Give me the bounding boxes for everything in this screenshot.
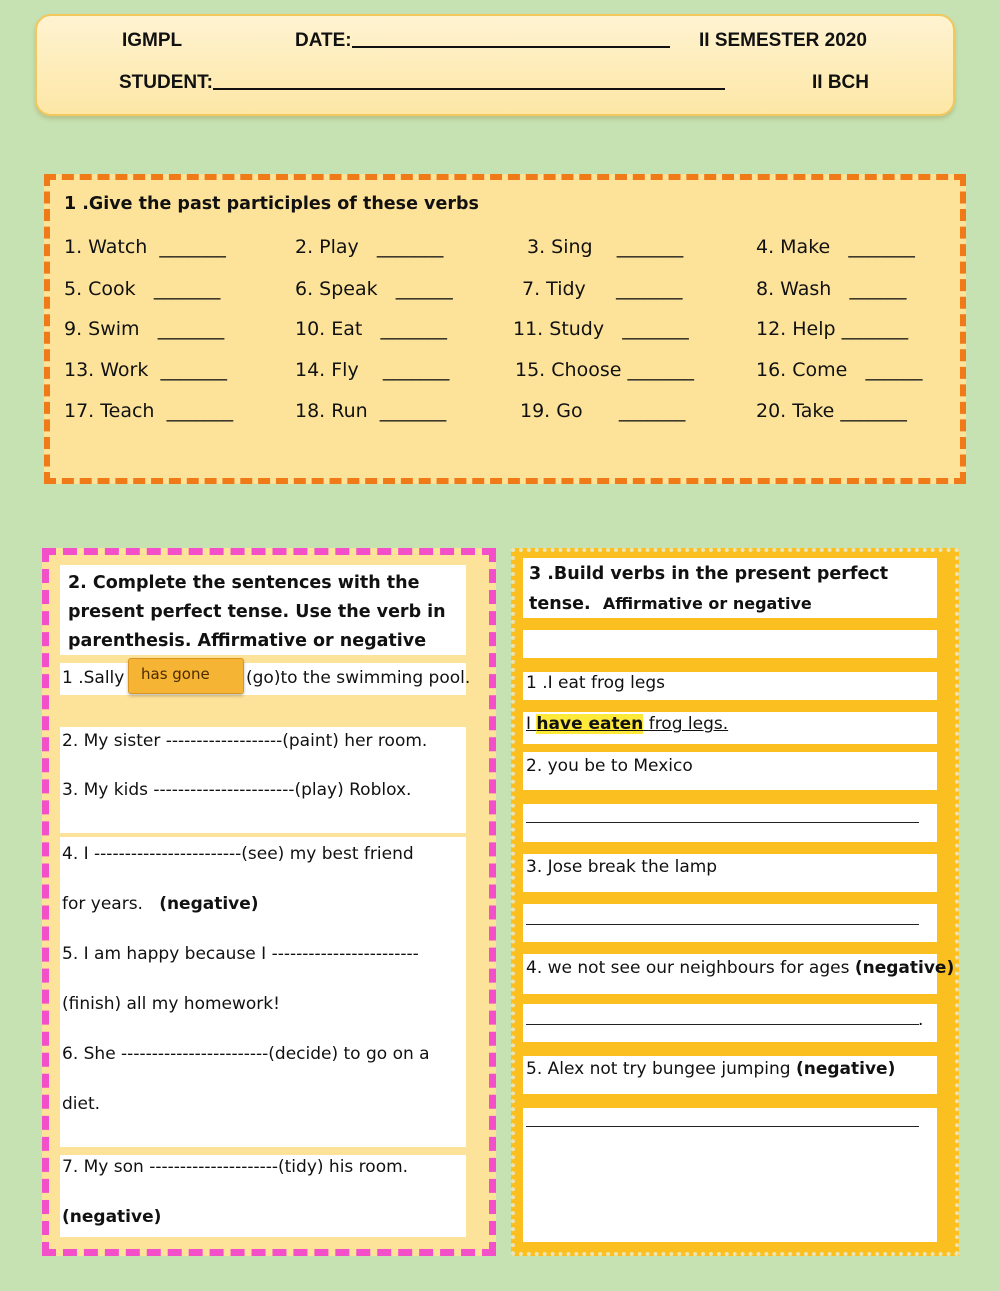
example-answer: I have eaten frog legs. bbox=[526, 714, 729, 734]
verb-item: 15. Choose _______ bbox=[515, 359, 694, 381]
student-label: STUDENT: bbox=[119, 72, 213, 94]
answer-blank[interactable]: ______ bbox=[865, 359, 923, 381]
exercise-4: 4. we not see our neighbours for ages (negative) bbox=[526, 958, 955, 978]
verb-item: 14. Fly _______ bbox=[295, 359, 450, 381]
answer-blank[interactable]: _______ bbox=[848, 236, 915, 258]
sentence-3: 3. My kids -----------------------(play) Roblox. bbox=[62, 780, 412, 800]
student-name-field[interactable] bbox=[213, 72, 725, 90]
verb-item: 12. Help _______ bbox=[756, 318, 909, 340]
exercise-3: 3. Jose break the lamp bbox=[526, 857, 718, 877]
verb-item: 7. Tidy _______ bbox=[522, 278, 683, 300]
answer-line[interactable] bbox=[526, 822, 919, 823]
task3-title-panel bbox=[523, 558, 937, 618]
verb-item: 17. Teach _______ bbox=[64, 400, 234, 422]
task3-box bbox=[511, 548, 959, 1256]
date-field[interactable] bbox=[352, 30, 670, 48]
verb-item: 19. Go _______ bbox=[520, 400, 686, 422]
sentence-1-suffix: (go)to the swimming pool. bbox=[246, 668, 471, 688]
answer-blank[interactable]: _______ bbox=[376, 236, 444, 258]
answer-blank[interactable]: _______ bbox=[160, 359, 227, 381]
task1-panel bbox=[60, 186, 950, 472]
answer-blank[interactable]: _______ bbox=[159, 236, 226, 258]
sentence-5-line2: (finish) all my homework! bbox=[62, 994, 280, 1014]
verb-item: 11. Study _______ bbox=[513, 318, 689, 340]
answer-line[interactable] bbox=[526, 1126, 919, 1127]
highlighted-verb: have eaten bbox=[536, 714, 644, 734]
verb-item: 10. Eat _______ bbox=[295, 318, 447, 340]
answer-blank[interactable]: _______ bbox=[615, 278, 683, 300]
sentence-4-line2: for years. (negative) bbox=[62, 894, 259, 914]
answer-blank[interactable]: _______ bbox=[379, 400, 447, 422]
task2-title-panel bbox=[60, 565, 466, 655]
verb-item: 5. Cook _______ bbox=[64, 278, 221, 300]
sentence-4-line1: 4. I ------------------------(see) my best friend bbox=[62, 844, 414, 864]
negative-label: (negative) bbox=[795, 1059, 896, 1079]
answer-blank[interactable]: _______ bbox=[627, 359, 694, 381]
answer-blank[interactable]: _______ bbox=[840, 400, 907, 422]
verb-item: 13. Work _______ bbox=[64, 359, 227, 381]
task1-box bbox=[44, 174, 966, 484]
answer-row[interactable] bbox=[523, 804, 937, 842]
task2-title-line3: parenthesis. Affirmative or negative bbox=[68, 631, 427, 651]
answer-blank[interactable]: _______ bbox=[622, 318, 689, 340]
exercise-2: 2. you be to Mexico bbox=[526, 756, 693, 776]
negative-label: (negative) bbox=[62, 1207, 162, 1227]
task2-title-line1: 2. Complete the sentences with the bbox=[68, 573, 420, 593]
answer-blank[interactable]: _______ bbox=[841, 318, 909, 340]
verb-item: 6. Speak ______ bbox=[295, 278, 453, 300]
answer-blank[interactable]: _______ bbox=[166, 400, 234, 422]
exercise-1: 1 .I eat frog legs bbox=[526, 673, 666, 693]
sentence-6-line2: diet. bbox=[62, 1094, 101, 1114]
school-name: IGMPL bbox=[122, 30, 183, 51]
answer-blank[interactable]: _______ bbox=[380, 318, 447, 340]
answer-blank[interactable]: _______ bbox=[157, 318, 225, 340]
answer-blank[interactable]: ______ bbox=[849, 278, 907, 300]
answer-blank[interactable]: _______ bbox=[382, 359, 450, 381]
answer-line[interactable] bbox=[526, 1024, 919, 1025]
period-mark: . bbox=[918, 1010, 924, 1030]
sentence-2: 2. My sister -------------------(paint) her room. bbox=[62, 731, 428, 751]
blank-row bbox=[523, 630, 937, 658]
date-label: DATE: bbox=[295, 30, 352, 52]
task1-title: 1 .Give the past participles of these verbs bbox=[64, 194, 479, 214]
verb-item: 9. Swim _______ bbox=[64, 318, 225, 340]
verb-item: 3. Sing _______ bbox=[527, 236, 684, 258]
verb-item: 1. Watch _______ bbox=[64, 236, 226, 258]
negative-label: (negative) bbox=[159, 894, 259, 914]
answer-blank[interactable]: ______ bbox=[395, 278, 453, 300]
sentence-5-line1: 5. I am happy because I ------------------------ bbox=[62, 944, 419, 964]
verb-item: 18. Run _______ bbox=[295, 400, 447, 422]
answer-blank[interactable]: _______ bbox=[618, 400, 686, 422]
answer-dropdown[interactable]: has gone bbox=[128, 658, 244, 694]
answer-row[interactable] bbox=[523, 1108, 937, 1242]
verb-item: 8. Wash ______ bbox=[756, 278, 907, 300]
task3-title-line1: 3 .Build verbs in the present perfect bbox=[529, 564, 889, 584]
answer-row[interactable] bbox=[523, 1004, 937, 1042]
sentence-panel bbox=[60, 837, 466, 1147]
verb-item: 4. Make _______ bbox=[756, 236, 915, 258]
negative-label: (negative) bbox=[854, 958, 955, 978]
task3-title-line2: tense. Affirmative or negative bbox=[529, 594, 812, 614]
worksheet-header bbox=[35, 14, 955, 116]
verb-item: 16. Come ______ bbox=[756, 359, 923, 381]
semester-label: II SEMESTER 2020 bbox=[699, 30, 867, 51]
task2-title-line2: present perfect tense. Use the verb in bbox=[68, 602, 446, 622]
exercise-5: 5. Alex not try bungee jumping (negative) bbox=[526, 1059, 896, 1079]
grade-label: II BCH bbox=[812, 72, 869, 93]
answer-line[interactable] bbox=[526, 924, 919, 925]
sentence-1-prefix: 1 .Sally bbox=[62, 668, 125, 688]
verb-item: 20. Take _______ bbox=[756, 400, 907, 422]
sentence-7-line1: 7. My son ---------------------(tidy) his room. bbox=[62, 1157, 409, 1177]
answer-row[interactable] bbox=[523, 904, 937, 942]
sentence-6-line1: 6. She ------------------------(decide) to go on a bbox=[62, 1044, 430, 1064]
verb-item: 2. Play _______ bbox=[295, 236, 444, 258]
answer-blank[interactable]: _______ bbox=[616, 236, 684, 258]
answer-blank[interactable]: _______ bbox=[153, 278, 221, 300]
